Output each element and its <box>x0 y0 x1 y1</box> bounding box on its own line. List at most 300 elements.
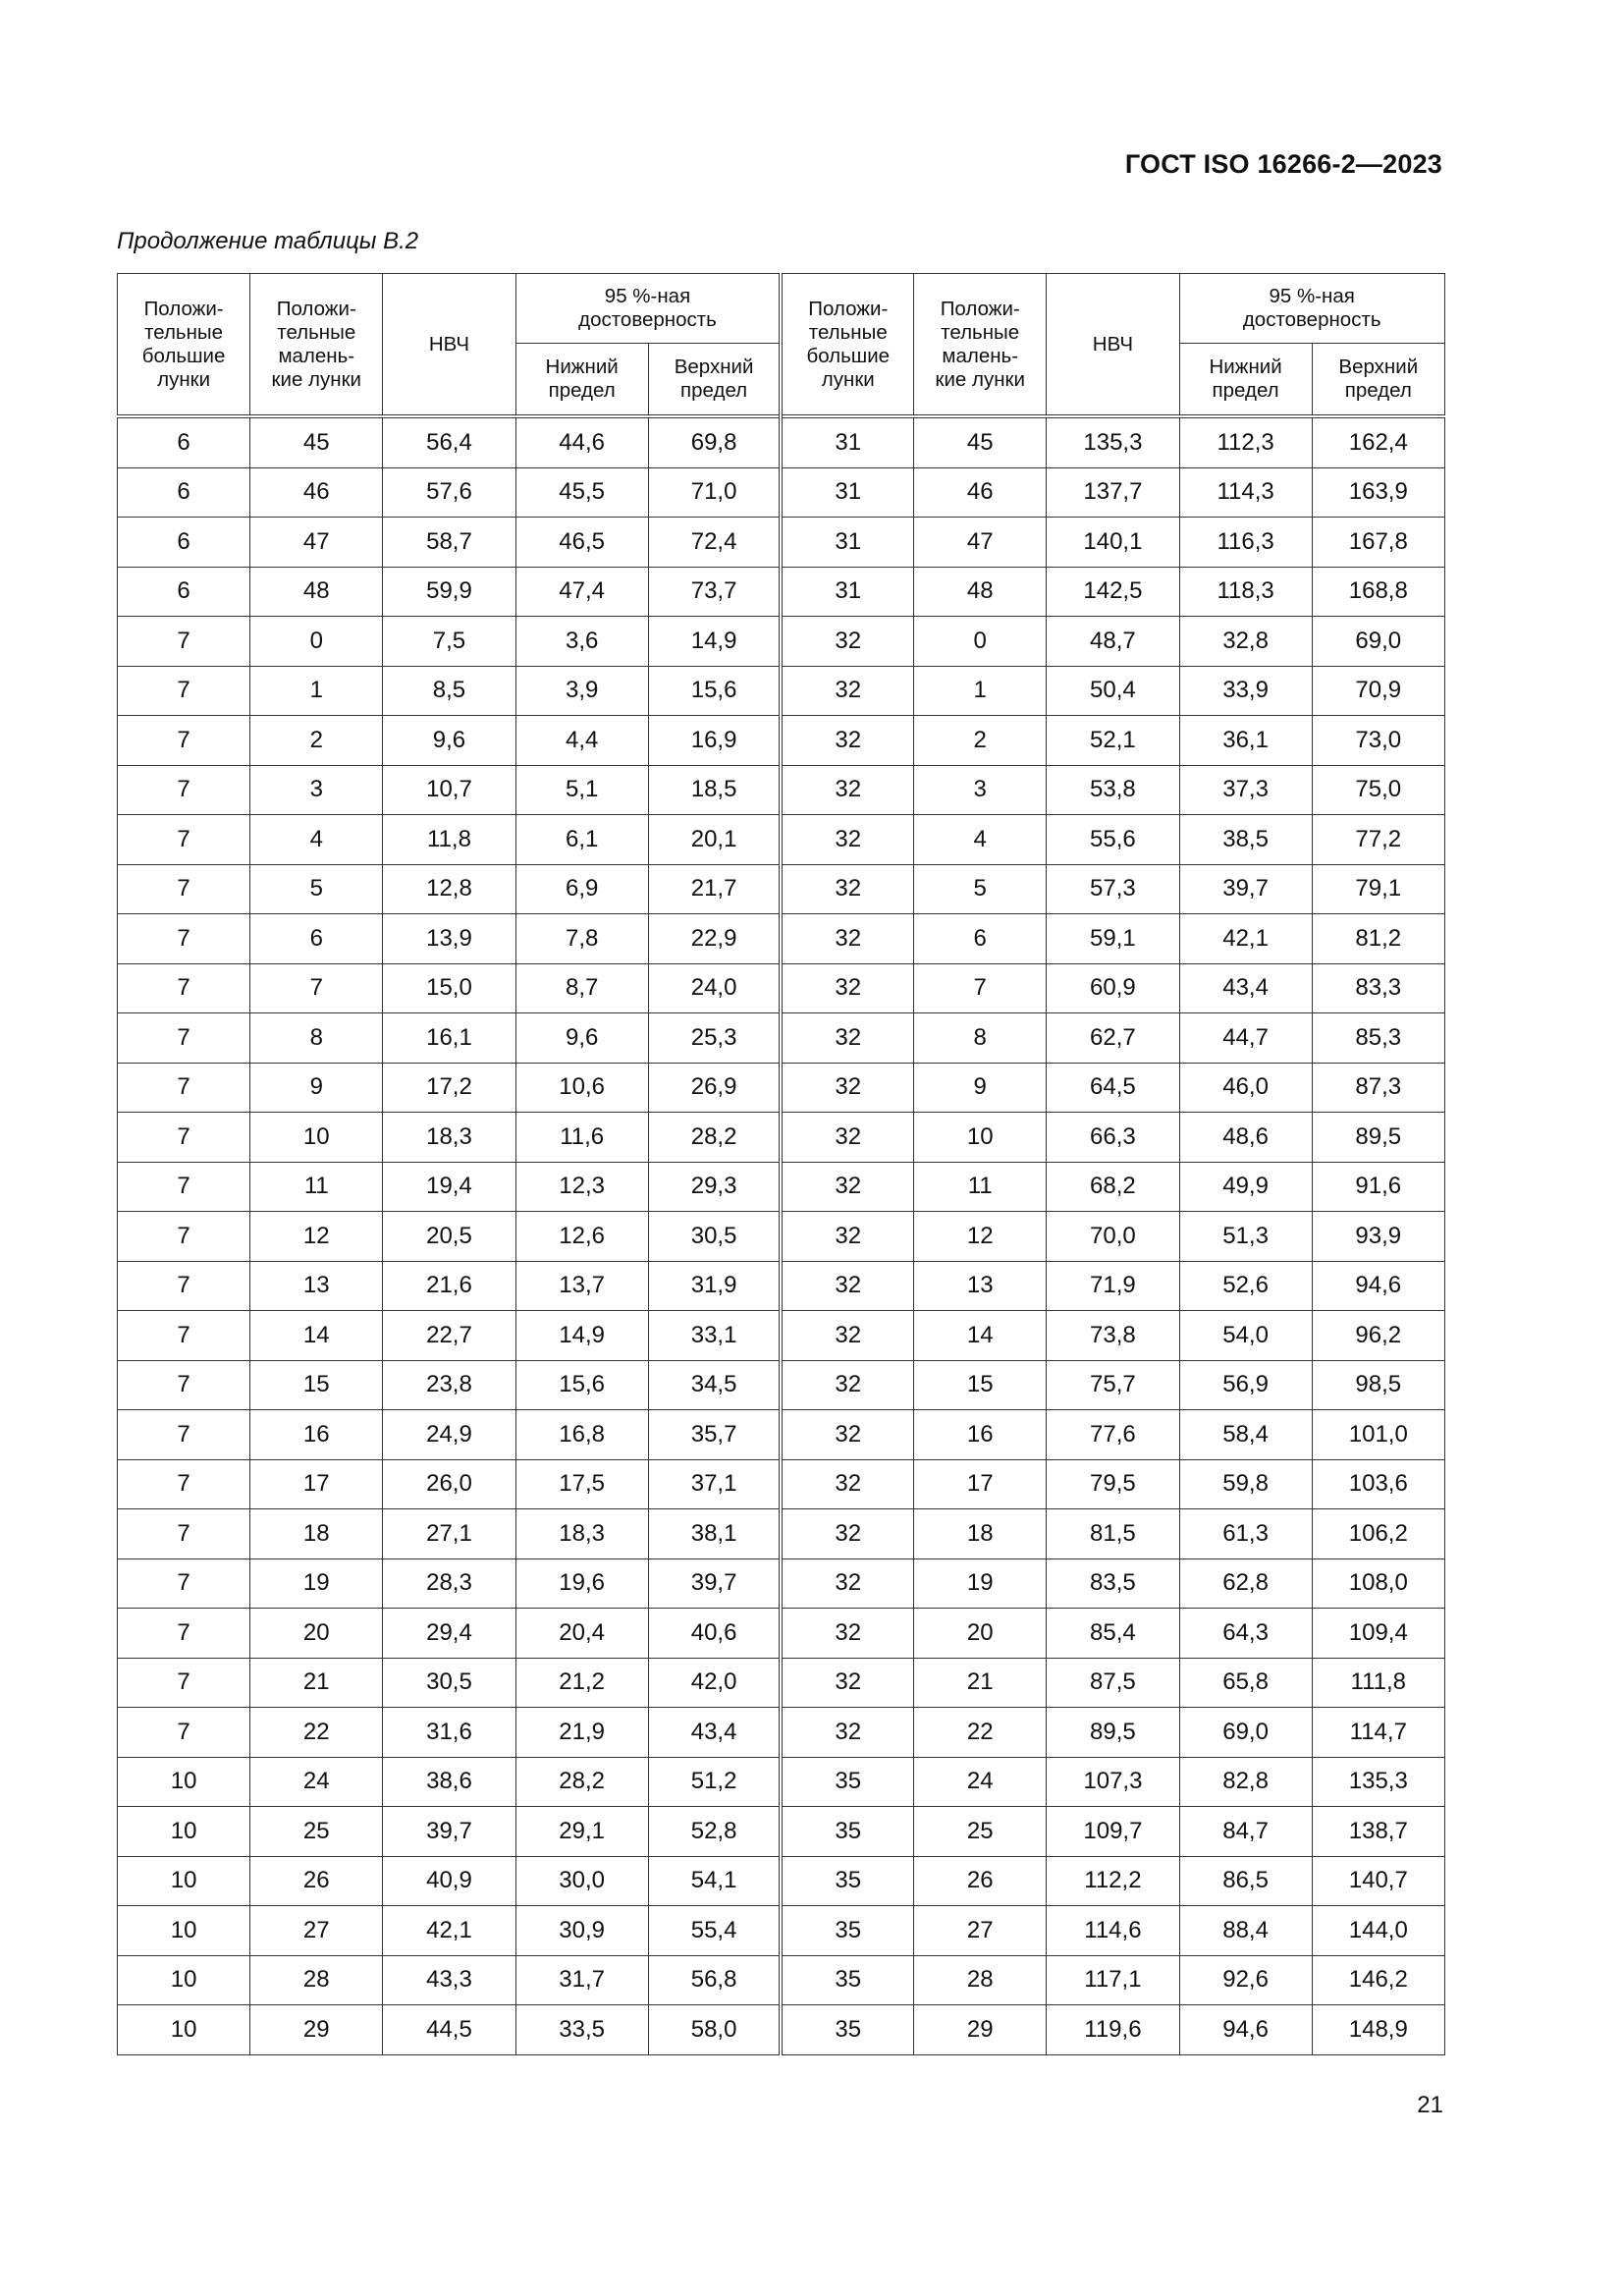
table-cell: 21,2 <box>515 1658 648 1708</box>
table-cell: 92,6 <box>1179 1955 1312 2005</box>
table-cell: 0 <box>914 617 1047 667</box>
table-cell: 32 <box>781 1013 913 1064</box>
table-cell: 35 <box>781 1906 913 1956</box>
table-cell: 7 <box>118 1013 250 1064</box>
table-cell: 20,4 <box>515 1609 648 1659</box>
table-cell: 45 <box>250 416 383 467</box>
table-cell: 28 <box>250 1955 383 2005</box>
table-row <box>118 666 1445 716</box>
table-cell: 62,7 <box>1047 1013 1179 1064</box>
table-cell: 6 <box>118 567 250 617</box>
table-cell: 89,5 <box>1312 1113 1444 1163</box>
table-header <box>118 274 1445 417</box>
table-cell: 18 <box>914 1509 1047 1559</box>
table-cell: 25,3 <box>648 1013 781 1064</box>
table-caption: Продолжение таблицы В.2 <box>117 228 419 254</box>
header-large-wells-right: Положи- тельные большие лунки <box>781 274 913 417</box>
table-cell: 55,6 <box>1047 815 1179 865</box>
header-small-wells-right: Положи- тельные малень- кие лунки <box>914 274 1047 417</box>
table-cell: 45,5 <box>515 467 648 518</box>
table-cell: 30,9 <box>515 1906 648 1956</box>
table-cell: 109,7 <box>1047 1807 1179 1857</box>
table-cell: 1 <box>914 666 1047 716</box>
table-cell: 50,4 <box>1047 666 1179 716</box>
table-cell: 28,2 <box>515 1757 648 1807</box>
table-cell: 21 <box>914 1658 1047 1708</box>
table-cell: 51,2 <box>648 1757 781 1807</box>
table-cell: 116,3 <box>1179 518 1312 568</box>
table-cell: 15 <box>250 1360 383 1410</box>
table-cell: 13,9 <box>383 914 515 964</box>
table-cell: 86,5 <box>1179 1856 1312 1906</box>
table-cell: 9,6 <box>515 1013 648 1064</box>
table-cell: 16,9 <box>648 716 781 766</box>
table-cell: 3,6 <box>515 617 648 667</box>
table-cell: 81,2 <box>1312 914 1444 964</box>
table-cell: 3 <box>250 765 383 815</box>
document-code: ГОСТ ISO 16266-2—2023 <box>1124 149 1442 179</box>
table-cell: 69,0 <box>1312 617 1444 667</box>
table-cell: 137,7 <box>1047 467 1179 518</box>
table-cell: 42,1 <box>383 1906 515 1956</box>
table-cell: 26,9 <box>648 1063 781 1113</box>
table-cell: 46,5 <box>515 518 648 568</box>
table-cell: 48 <box>914 567 1047 617</box>
table-cell: 29 <box>914 2005 1047 2055</box>
table-cell: 10 <box>118 1757 250 1807</box>
header-mpn-right: НВЧ <box>1047 274 1179 417</box>
table-cell: 17 <box>914 1459 1047 1509</box>
table-cell: 4,4 <box>515 716 648 766</box>
table-cell: 32 <box>781 1261 913 1311</box>
table-cell: 101,0 <box>1312 1410 1444 1460</box>
table-cell: 8,5 <box>383 666 515 716</box>
table-cell: 7 <box>914 963 1047 1013</box>
table-row <box>118 1856 1445 1906</box>
table-cell: 21,7 <box>648 864 781 914</box>
table-cell: 17 <box>250 1459 383 1509</box>
table-cell: 7 <box>118 914 250 964</box>
table-cell: 15 <box>914 1360 1047 1410</box>
table-row <box>118 518 1445 568</box>
table-cell: 12 <box>914 1212 1047 1262</box>
table-cell: 10 <box>250 1113 383 1163</box>
table-cell: 32 <box>781 1063 913 1113</box>
table-cell: 20 <box>250 1609 383 1659</box>
header-mpn-left: НВЧ <box>383 274 515 417</box>
header-lower-limit-left: Нижний предел <box>515 344 648 417</box>
table-cell: 140,7 <box>1312 1856 1444 1906</box>
table-cell: 60,9 <box>1047 963 1179 1013</box>
table-cell: 19,4 <box>383 1162 515 1212</box>
table-cell: 7 <box>118 1261 250 1311</box>
table-cell: 32 <box>781 1212 913 1262</box>
table-cell: 10 <box>118 1955 250 2005</box>
table-cell: 75,0 <box>1312 765 1444 815</box>
table-cell: 29,4 <box>383 1609 515 1659</box>
table-cell: 7 <box>118 815 250 865</box>
table-cell: 10 <box>914 1113 1047 1163</box>
table-cell: 6 <box>118 416 250 467</box>
table-cell: 42,1 <box>1179 914 1312 964</box>
table-cell: 32 <box>781 765 913 815</box>
table-cell: 21 <box>250 1658 383 1708</box>
table-cell: 59,8 <box>1179 1459 1312 1509</box>
table-row <box>118 1410 1445 1460</box>
table-cell: 3,9 <box>515 666 648 716</box>
table-cell: 106,2 <box>1312 1509 1444 1559</box>
table-cell: 89,5 <box>1047 1708 1179 1758</box>
table-cell: 25 <box>250 1807 383 1857</box>
table-cell: 114,3 <box>1179 467 1312 518</box>
table-cell: 98,5 <box>1312 1360 1444 1410</box>
table-cell: 35 <box>781 1955 913 2005</box>
table-cell: 31 <box>781 416 913 467</box>
table-cell: 64,5 <box>1047 1063 1179 1113</box>
table-cell: 68,2 <box>1047 1162 1179 1212</box>
table-cell: 32 <box>781 1558 913 1609</box>
table-cell: 16,1 <box>383 1013 515 1064</box>
table-cell: 14,9 <box>515 1311 648 1361</box>
table-cell: 73,0 <box>1312 716 1444 766</box>
table-cell: 32 <box>781 1459 913 1509</box>
table-cell: 81,5 <box>1047 1509 1179 1559</box>
table-cell: 7 <box>118 1658 250 1708</box>
table-cell: 23,8 <box>383 1360 515 1410</box>
table-cell: 18 <box>250 1509 383 1559</box>
table-cell: 20 <box>914 1609 1047 1659</box>
table-cell: 0 <box>250 617 383 667</box>
table-cell: 73,8 <box>1047 1311 1179 1361</box>
table-row <box>118 1757 1445 1807</box>
table-cell: 15,6 <box>648 666 781 716</box>
table-cell: 22,7 <box>383 1311 515 1361</box>
table-cell: 18,3 <box>383 1113 515 1163</box>
table-cell: 7 <box>118 1162 250 1212</box>
table-cell: 24 <box>250 1757 383 1807</box>
table-cell: 38,1 <box>648 1509 781 1559</box>
table-cell: 11,6 <box>515 1113 648 1163</box>
table-cell: 79,1 <box>1312 864 1444 914</box>
table-cell: 8 <box>250 1013 383 1064</box>
table-cell: 84,7 <box>1179 1807 1312 1857</box>
table-row <box>118 467 1445 518</box>
table-cell: 14 <box>250 1311 383 1361</box>
table-cell: 140,1 <box>1047 518 1179 568</box>
table-cell: 43,3 <box>383 1955 515 2005</box>
table-cell: 72,4 <box>648 518 781 568</box>
table-cell: 6 <box>118 518 250 568</box>
table-cell: 54,0 <box>1179 1311 1312 1361</box>
table-row <box>118 1113 1445 1163</box>
table-cell: 7 <box>118 716 250 766</box>
table-cell: 32 <box>781 1113 913 1163</box>
table-cell: 43,4 <box>648 1708 781 1758</box>
table-cell: 9 <box>914 1063 1047 1113</box>
table-cell: 111,8 <box>1312 1658 1444 1708</box>
table-cell: 7 <box>118 864 250 914</box>
table-container <box>117 273 1444 2055</box>
table-row <box>118 1509 1445 1559</box>
table-cell: 46 <box>250 467 383 518</box>
table-row <box>118 716 1445 766</box>
table-cell: 31,6 <box>383 1708 515 1758</box>
table-cell: 109,4 <box>1312 1609 1444 1659</box>
table-cell: 20,1 <box>648 815 781 865</box>
table-cell: 28 <box>914 1955 1047 2005</box>
table-cell: 7 <box>118 1708 250 1758</box>
table-row <box>118 1162 1445 1212</box>
table-cell: 32 <box>781 1708 913 1758</box>
table-cell: 71,9 <box>1047 1261 1179 1311</box>
table-cell: 118,3 <box>1179 567 1312 617</box>
table-cell: 25 <box>914 1807 1047 1857</box>
table-cell: 146,2 <box>1312 1955 1444 2005</box>
table-cell: 24,9 <box>383 1410 515 1460</box>
table-cell: 6,9 <box>515 864 648 914</box>
table-cell: 62,8 <box>1179 1558 1312 1609</box>
table-cell: 19 <box>250 1558 383 1609</box>
table-cell: 66,3 <box>1047 1113 1179 1163</box>
table-cell: 10 <box>118 1906 250 1956</box>
table-cell: 22 <box>250 1708 383 1758</box>
table-cell: 24 <box>914 1757 1047 1807</box>
table-cell: 44,7 <box>1179 1013 1312 1064</box>
table-cell: 31 <box>781 567 913 617</box>
table-row <box>118 2005 1445 2055</box>
table-row <box>118 765 1445 815</box>
table-cell: 39,7 <box>1179 864 1312 914</box>
table-cell: 112,3 <box>1179 416 1312 467</box>
table-cell: 7 <box>118 1311 250 1361</box>
table-cell: 18,3 <box>515 1509 648 1559</box>
table-cell: 4 <box>914 815 1047 865</box>
table-cell: 30,0 <box>515 1856 648 1906</box>
table-cell: 148,9 <box>1312 2005 1444 2055</box>
table-cell: 14,9 <box>648 617 781 667</box>
table-row <box>118 914 1445 964</box>
table-cell: 10 <box>118 1807 250 1857</box>
table-cell: 28,3 <box>383 1558 515 1609</box>
table-cell: 56,8 <box>648 1955 781 2005</box>
table-cell: 94,6 <box>1179 2005 1312 2055</box>
table-cell: 54,1 <box>648 1856 781 1906</box>
table-cell: 53,8 <box>1047 765 1179 815</box>
table-cell: 59,9 <box>383 567 515 617</box>
table-cell: 18,5 <box>648 765 781 815</box>
table-cell: 32 <box>781 1410 913 1460</box>
table-cell: 10 <box>118 2005 250 2055</box>
table-cell: 7,8 <box>515 914 648 964</box>
table-cell: 32,8 <box>1179 617 1312 667</box>
table-cell: 11 <box>250 1162 383 1212</box>
table-cell: 46,0 <box>1179 1063 1312 1113</box>
table-cell: 88,4 <box>1179 1906 1312 1956</box>
table-cell: 35 <box>781 1856 913 1906</box>
table-cell: 16 <box>250 1410 383 1460</box>
table-row <box>118 416 1445 467</box>
table-cell: 52,6 <box>1179 1261 1312 1311</box>
table-row <box>118 617 1445 667</box>
table-cell: 57,6 <box>383 467 515 518</box>
table-cell: 12,6 <box>515 1212 648 1262</box>
data-table <box>117 273 1445 2055</box>
header-confidence-right: 95 %-ная достоверность <box>1179 274 1444 344</box>
table-cell: 10,7 <box>383 765 515 815</box>
table-row <box>118 1558 1445 1609</box>
table-cell: 7 <box>118 1360 250 1410</box>
table-cell: 8,7 <box>515 963 648 1013</box>
table-cell: 31 <box>781 518 913 568</box>
header-lower-limit-right: Нижний предел <box>1179 344 1312 417</box>
table-cell: 14 <box>914 1311 1047 1361</box>
table-cell: 6 <box>914 914 1047 964</box>
table-cell: 1 <box>250 666 383 716</box>
table-cell: 138,7 <box>1312 1807 1444 1857</box>
table-cell: 47,4 <box>515 567 648 617</box>
table-cell: 16 <box>914 1410 1047 1460</box>
table-row <box>118 1658 1445 1708</box>
table-cell: 5 <box>914 864 1047 914</box>
table-row <box>118 567 1445 617</box>
table-row <box>118 1013 1445 1064</box>
table-cell: 135,3 <box>1312 1757 1444 1807</box>
table-cell: 7 <box>118 1558 250 1609</box>
table-cell: 82,8 <box>1179 1757 1312 1807</box>
table-cell: 12,8 <box>383 864 515 914</box>
table-cell: 117,1 <box>1047 1955 1179 2005</box>
table-cell: 7 <box>118 1063 250 1113</box>
table-cell: 32 <box>781 815 913 865</box>
table-cell: 19,6 <box>515 1558 648 1609</box>
table-cell: 112,2 <box>1047 1856 1179 1906</box>
table-cell: 58,7 <box>383 518 515 568</box>
table-cell: 32 <box>781 864 913 914</box>
table-cell: 49,9 <box>1179 1162 1312 1212</box>
table-cell: 30,5 <box>383 1658 515 1708</box>
table-cell: 83,5 <box>1047 1558 1179 1609</box>
header-small-wells-left: Положи- тельные малень- кие лунки <box>250 274 383 417</box>
table-cell: 135,3 <box>1047 416 1179 467</box>
table-cell: 69,0 <box>1179 1708 1312 1758</box>
header-confidence-left: 95 %-ная достоверность <box>515 274 781 344</box>
table-row <box>118 1955 1445 2005</box>
table-cell: 10 <box>118 1856 250 1906</box>
table-cell: 31,7 <box>515 1955 648 2005</box>
table-row <box>118 1261 1445 1311</box>
table-cell: 29 <box>250 2005 383 2055</box>
table-cell: 29,3 <box>648 1162 781 1212</box>
table-row <box>118 815 1445 865</box>
table-cell: 5,1 <box>515 765 648 815</box>
table-cell: 70,9 <box>1312 666 1444 716</box>
table-cell: 40,9 <box>383 1856 515 1906</box>
table-cell: 43,4 <box>1179 963 1312 1013</box>
table-cell: 70,0 <box>1047 1212 1179 1262</box>
table-cell: 45 <box>914 416 1047 467</box>
table-cell: 26,0 <box>383 1459 515 1509</box>
table-cell: 108,0 <box>1312 1558 1444 1609</box>
table-cell: 48,6 <box>1179 1113 1312 1163</box>
table-cell: 4 <box>250 815 383 865</box>
table-cell: 40,6 <box>648 1609 781 1659</box>
table-cell: 8 <box>914 1013 1047 1064</box>
table-cell: 93,9 <box>1312 1212 1444 1262</box>
table-cell: 7 <box>118 617 250 667</box>
table-cell: 7 <box>118 1509 250 1559</box>
table-cell: 32 <box>781 1609 913 1659</box>
table-cell: 52,8 <box>648 1807 781 1857</box>
table-cell: 7 <box>250 963 383 1013</box>
table-cell: 32 <box>781 1311 913 1361</box>
table-cell: 12 <box>250 1212 383 1262</box>
table-cell: 3 <box>914 765 1047 815</box>
table-cell: 7 <box>118 1212 250 1262</box>
table-cell: 9,6 <box>383 716 515 766</box>
table-cell: 71,0 <box>648 467 781 518</box>
table-row <box>118 1360 1445 1410</box>
table-cell: 79,5 <box>1047 1459 1179 1509</box>
table-cell: 13 <box>250 1261 383 1311</box>
table-cell: 163,9 <box>1312 467 1444 518</box>
table-cell: 37,3 <box>1179 765 1312 815</box>
table-cell: 20,5 <box>383 1212 515 1262</box>
table-cell: 57,3 <box>1047 864 1179 914</box>
table-cell: 47 <box>914 518 1047 568</box>
table-cell: 103,6 <box>1312 1459 1444 1509</box>
table-cell: 69,8 <box>648 416 781 467</box>
table-cell: 34,5 <box>648 1360 781 1410</box>
table-cell: 33,9 <box>1179 666 1312 716</box>
table-cell: 142,5 <box>1047 567 1179 617</box>
table-cell: 7 <box>118 1410 250 1460</box>
table-cell: 38,6 <box>383 1757 515 1807</box>
table-cell: 33,1 <box>648 1311 781 1361</box>
table-cell: 114,6 <box>1047 1906 1179 1956</box>
table-cell: 167,8 <box>1312 518 1444 568</box>
table-cell: 32 <box>781 1360 913 1410</box>
table-cell: 24,0 <box>648 963 781 1013</box>
table-cell: 7 <box>118 1609 250 1659</box>
table-cell: 22,9 <box>648 914 781 964</box>
table-cell: 17,5 <box>515 1459 648 1509</box>
table-cell: 144,0 <box>1312 1906 1444 1956</box>
table-cell: 73,7 <box>648 567 781 617</box>
table-cell: 83,3 <box>1312 963 1444 1013</box>
table-cell: 31 <box>781 467 913 518</box>
table-cell: 36,1 <box>1179 716 1312 766</box>
table-cell: 27 <box>914 1906 1047 1956</box>
table-cell: 119,6 <box>1047 2005 1179 2055</box>
table-row <box>118 1063 1445 1113</box>
table-cell: 85,4 <box>1047 1609 1179 1659</box>
table-cell: 33,5 <box>515 2005 648 2055</box>
table-cell: 52,1 <box>1047 716 1179 766</box>
table-row <box>118 1708 1445 1758</box>
table-row <box>118 1459 1445 1509</box>
header-large-wells-left: Положи- тельные большие лунки <box>118 274 250 417</box>
table-cell: 7 <box>118 963 250 1013</box>
table-cell: 48 <box>250 567 383 617</box>
table-cell: 19 <box>914 1558 1047 1609</box>
table-body <box>118 416 1445 2054</box>
table-cell: 6 <box>118 467 250 518</box>
table-cell: 30,5 <box>648 1212 781 1262</box>
table-cell: 32 <box>781 963 913 1013</box>
table-row <box>118 864 1445 914</box>
table-cell: 12,3 <box>515 1162 648 1212</box>
table-cell: 2 <box>914 716 1047 766</box>
